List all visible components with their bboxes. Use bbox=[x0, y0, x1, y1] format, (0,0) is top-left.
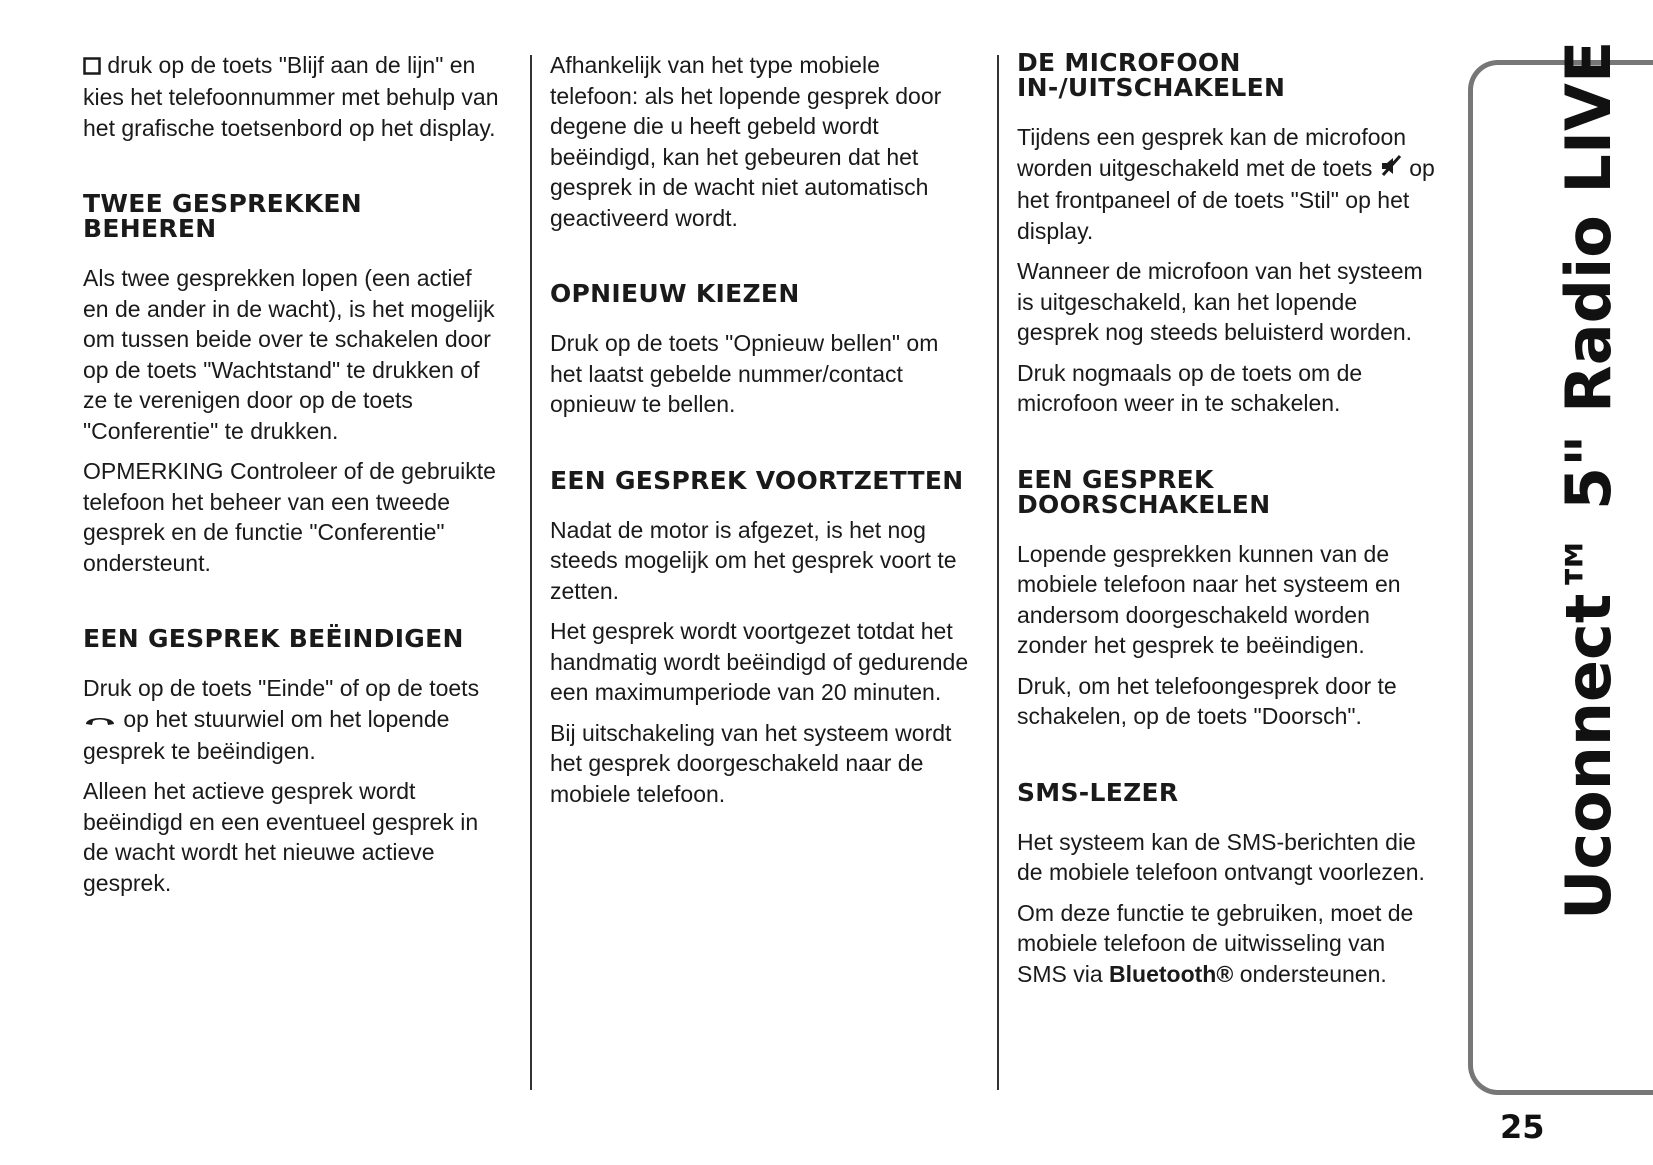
paragraph: Lopende gesprekken kunnen van de mobiele telefoon naar het systeem en andersom doorgeschakeld worden zonder het gesprek te beëindigen. bbox=[1017, 540, 1401, 659]
heading-doorschakelen: EEN GESPREK DOORSCHAKELEN bbox=[1017, 464, 1271, 519]
text: op het stuurwiel om het lopende gesprek te beëindigen. bbox=[83, 705, 450, 764]
chapter-title: Uconnect™ 5" Radio LIVE bbox=[1552, 40, 1625, 920]
heading-microfoon: DE MICROFOON IN-/UITSCHAKELEN bbox=[1017, 48, 1286, 102]
paragraph: Wanneer de microfoon van het systeem is uitgeschakeld, kan het lopende gesprek nog steeds beluisterd worden. bbox=[1017, 258, 1423, 346]
bluetooth-bold-text: Bluetooth® bbox=[1109, 960, 1234, 987]
column-3 bbox=[1017, 50, 1437, 999]
paragraph: Als twee gesprekken lopen (een actief en de ander in de wacht), is het mogelijk om tussen beide over te schakelen door op de toets "Wachtstand" te drukken of ze te verenigen door op de toets "Conferentie" te drukken. bbox=[83, 265, 495, 444]
paragraph bbox=[1017, 898, 1437, 990]
paragraph: Druk, om het telefoongesprek door te schakelen, op de toets "Doorsch". bbox=[1017, 672, 1397, 730]
bullet-text: druk op de toets "Blijf aan de lijn" en kies het telefoonnummer met behulp van het grafische toetsenbord op het display. bbox=[83, 52, 499, 141]
column-divider bbox=[997, 55, 999, 1090]
heading-twee-gesprekken: TWEE GESPREKKEN BEHEREN bbox=[83, 189, 362, 244]
paragraph: Bij uitschakeling van het systeem wordt het gesprek doorgeschakeld naar de mobiele telefoon. bbox=[550, 719, 952, 807]
paragraph: Druk nogmaals op de toets om de microfoon weer in te schakelen. bbox=[1017, 359, 1363, 417]
heading-sms-lezer: SMS-LEZER bbox=[1017, 777, 1179, 807]
heading-gesprek-beeindigen: EEN GESPREK BEËINDIGEN bbox=[83, 624, 464, 654]
column-1 bbox=[83, 50, 503, 908]
paragraph: Het gesprek wordt voortgezet totdat het handmatig wordt beëindigd of gedurende een maximumperiode van 20 minuten. bbox=[550, 618, 969, 705]
text: Tijdens een gesprek kan de microfoon worden uitgeschakeld met de toets bbox=[1017, 124, 1407, 181]
checkbox-bullet-icon bbox=[83, 52, 101, 83]
text: op het frontpaneel of de toets "Stil" op het display. bbox=[1017, 154, 1435, 244]
paragraph: Alleen het actieve gesprek wordt beëindigd en een eventueel gesprek in de wacht wordt het nieuwe actieve gesprek. bbox=[83, 778, 479, 896]
heading-opnieuw-kiezen: OPNIEUW KIEZEN bbox=[550, 279, 800, 308]
text: Om deze functie te gebruiken, moet de mobiele telefoon de uitwisseling van SMS via bbox=[1017, 899, 1414, 987]
bullet-paragraph bbox=[83, 50, 503, 143]
paragraph: Druk op de toets "Opnieuw bellen" om het laatst gebelde nummer/contact opnieuw te bellen. bbox=[550, 330, 939, 417]
heading-gesprek-voortzetten: EEN GESPREK VOORTZETTEN bbox=[550, 465, 964, 495]
paragraph bbox=[83, 673, 503, 766]
text: ondersteunen. bbox=[1239, 960, 1387, 987]
column-divider bbox=[530, 55, 532, 1090]
page-number: 25 bbox=[1500, 1108, 1545, 1146]
paragraph bbox=[1017, 122, 1437, 246]
column-2 bbox=[550, 50, 970, 819]
microphone-mute-icon bbox=[1379, 154, 1403, 186]
paragraph: Het systeem kan de SMS-berichten die de mobiele telefoon ontvangt voorlezen. bbox=[1017, 828, 1425, 886]
paragraph: OPMERKING Controleer of de gebruikte telefoon het beheer van een tweede gesprek en de functie "Conferentie" ondersteunt. bbox=[83, 458, 496, 576]
hang-up-phone-icon bbox=[83, 705, 117, 736]
paragraph: Nadat de motor is afgezet, is het nog steeds mogelijk om het gesprek voort te zetten. bbox=[550, 516, 957, 604]
paragraph: Afhankelijk van het type mobiele telefoon: als het lopende gesprek door degene die u heeft gebeld wordt beëindigd, kan het gebeuren dat het gesprek in de wacht niet automatisch geactiveerd wordt. bbox=[550, 52, 942, 231]
text: Druk op de toets "Einde" of op de toets bbox=[83, 675, 480, 702]
